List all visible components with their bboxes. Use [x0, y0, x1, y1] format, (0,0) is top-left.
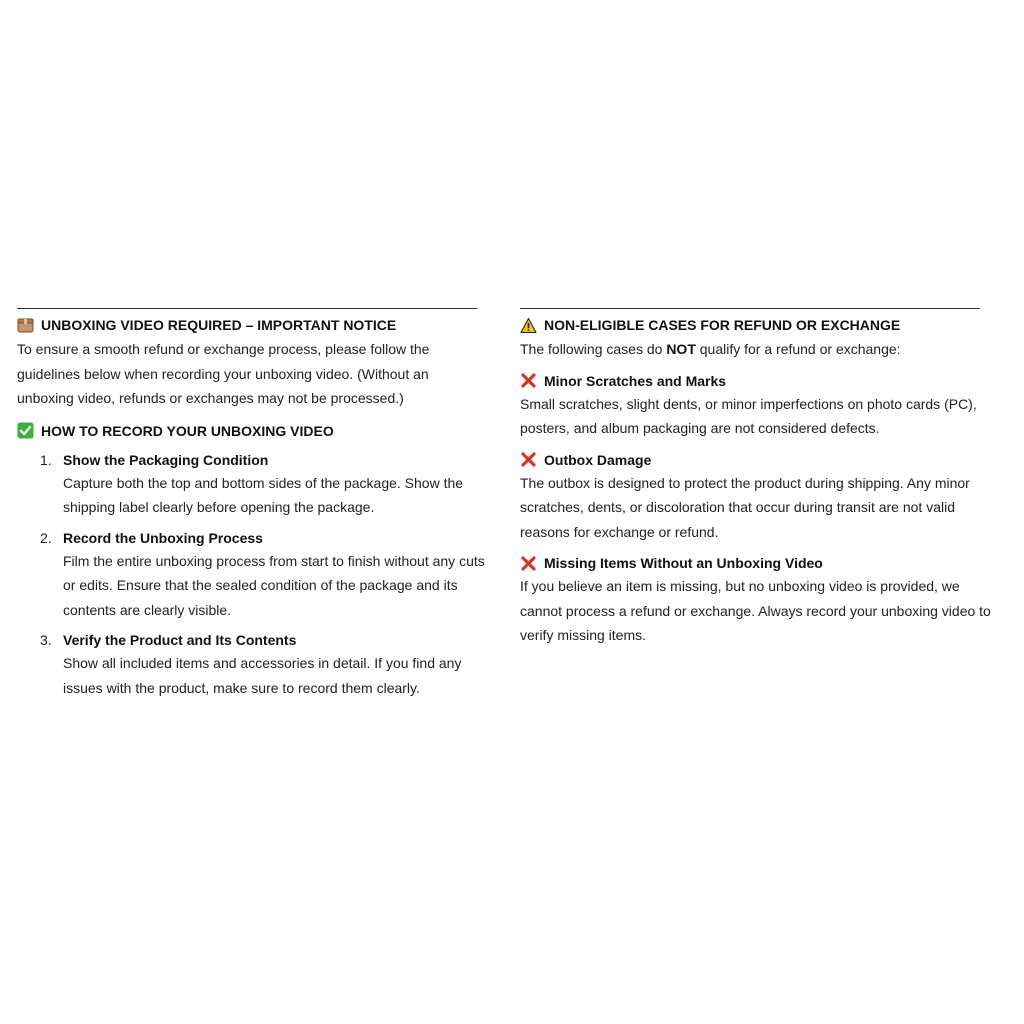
how-to-title: HOW TO RECORD YOUR UNBOXING VIDEO [41, 422, 334, 439]
notice-intro: To ensure a smooth refund or exchange process, please follow the guidelines below when recording your unboxing video. (Without an unboxing video, refunds or exchanges may not be processed.) [17, 341, 430, 406]
case-text: Small scratches, slight dents, or minor imperfections on photo cards (PC), posters, and album packaging are not considered defects. [520, 395, 977, 436]
case-title: Missing Items Without an Unboxing Video [544, 555, 823, 571]
case-title: Minor Scratches and Marks [544, 372, 727, 389]
how-to-heading [17, 422, 489, 440]
intro-text-before: The following cases do [520, 341, 667, 357]
intro-not-emphasis: NOT [666, 341, 696, 357]
list-item [17, 529, 489, 623]
notice-title: UNBOXING VIDEO REQUIRED – IMPORTANT NOTICE [41, 317, 397, 333]
step-text: Capture both the top and bottom sides of the package. Show the shipping label clearly before opening the package. [63, 474, 464, 515]
case-title: Outbox Damage [544, 451, 652, 468]
cross-icon [520, 372, 537, 389]
divider [17, 308, 477, 309]
case-item [520, 372, 998, 441]
non-eligible-intro [520, 337, 998, 362]
non-eligible-title: NON-ELIGIBLE CASES FOR REFUND OR EXCHANGE [544, 317, 901, 333]
case-item [520, 451, 998, 545]
package-icon [17, 317, 34, 334]
checkmark-icon [17, 422, 34, 439]
case-heading [520, 372, 998, 390]
warning-icon [520, 317, 537, 334]
case-heading [520, 554, 998, 572]
step-title: Verify the Product and Its Contents [63, 632, 297, 648]
cross-icon [520, 555, 537, 572]
case-heading [520, 451, 998, 469]
step-text: Show all included items and accessories in detail. If you find any issues with the product, make sure to record them clearly. [63, 655, 462, 696]
step-number: 1. [40, 451, 52, 468]
case-item [520, 554, 998, 648]
step-text: Film the entire unboxing process from start to finish without any cuts or edits. Ensure that the sealed condition of the package and its contents are clearly visible. [63, 552, 485, 618]
case-text: The outbox is designed to protect the product during shipping. Any minor scratches, dents, or discoloration that occur during transit are not valid reasons for exchange or refund. [520, 474, 970, 540]
divider [520, 308, 980, 309]
step-title: Record the Unboxing Process [63, 529, 263, 546]
step-number: 2. [40, 529, 52, 546]
step-title: Show the Packaging Condition [63, 451, 269, 468]
non-eligible-section [520, 308, 998, 648]
step-number: 3. [40, 632, 52, 648]
case-text: If you believe an item is missing, but no unboxing video is provided, we cannot process a refund or exchange. Always record your unboxing video to verify missing items. [520, 578, 991, 643]
notice-heading [17, 316, 489, 334]
intro-text-after: qualify for a refund or exchange: [695, 341, 901, 357]
list-item [17, 631, 489, 700]
steps-list [17, 451, 489, 701]
non-eligible-heading [520, 316, 998, 334]
cross-icon [520, 451, 537, 468]
unboxing-notice-section [17, 308, 489, 709]
list-item [17, 451, 489, 520]
